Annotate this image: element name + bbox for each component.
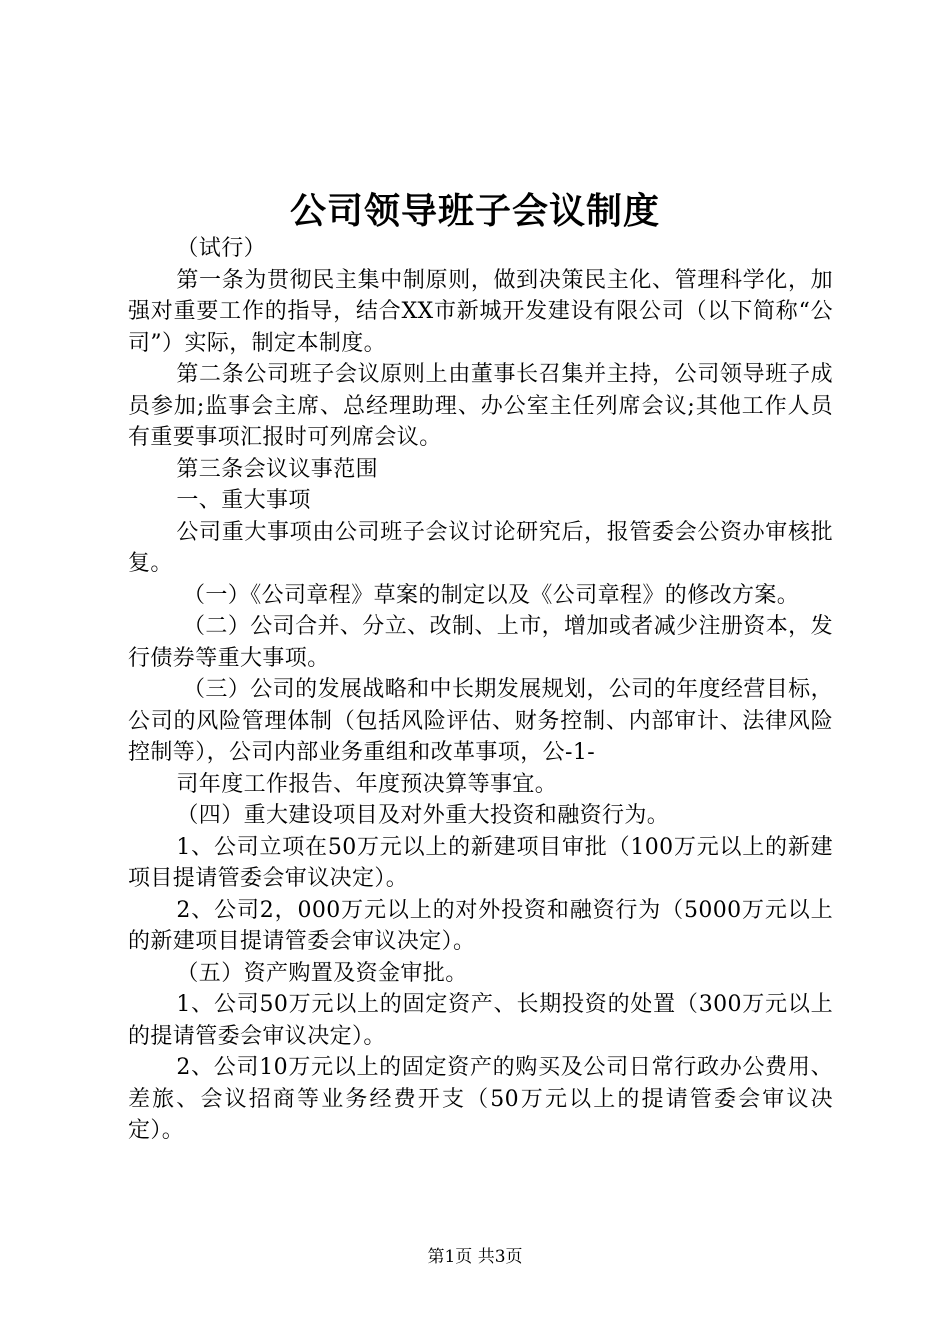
major-matters-intro: 公司重大事项由公司班子会议讨论研究后，报管委会公资办审核批复。	[128, 519, 833, 576]
subtitle-trial: （试行）	[176, 236, 266, 261]
item-5-sub-2: 2、公司10万元以上的固定资产的购买及公司日常行政办公费用、差旅、会议招商等业务经费开支（50万元以上的提请管委会审议决定）。	[128, 1055, 833, 1143]
item-4-sub-1: 1、公司立项在50万元以上的新建项目审批（100万元以上的新建项目提请管委会审议决定）。	[128, 834, 833, 891]
item-2: （二）公司合并、分立、改制、上市，增加或者减少注册资本，发行债券等重大事项。	[128, 614, 833, 671]
page-footer: 第1页 共3页	[427, 1247, 523, 1267]
item-3-continued: 司年度工作报告、年度预决算等事宜。	[176, 771, 558, 797]
item-1: （一）《公司章程》草案的制定以及《公司章程》的修改方案。	[183, 582, 800, 608]
item-5-sub-1: 1、公司50万元以上的固定资产、长期投资的处置（300万元以上的提请管委会审议决定）。	[128, 992, 833, 1049]
article-3-heading: 第三条会议议事范围	[176, 456, 378, 482]
section-major-matters: 一、重大事项	[176, 488, 311, 513]
item-3: （三）公司的发展战略和中长期发展规划，公司的年度经营目标，公司的风险管理体制（包括风险评估、财务控制、内部审计、法律风险控制等），公司内部业务重组和改革事项，公-1-	[128, 677, 833, 765]
item-4: （四）重大建设项目及对外重大投资和融资行为。	[176, 803, 670, 828]
article-1: 第一条为贯彻民主集中制原则，做到决策民主化、管理科学化，加强对重要工作的指导，结合XX市新城开发建设有限公司（以下简称“公司”）实际，制定本制度。	[128, 267, 833, 356]
document-title: 公司领导班子会议制度	[289, 190, 660, 232]
document-body	[128, 233, 833, 1147]
item-5: （五）资产购置及资金审批。	[176, 960, 468, 986]
article-2: 第二条公司班子会议原则上由董事长召集并主持，公司领导班子成员参加;监事会主席、总经理助理、办公室主任列席会议;其他工作人员有重要事项汇报时可列席会议。	[128, 362, 833, 450]
item-4-sub-2: 2、公司2，000万元以上的对外投资和融资行为（5000万元以上的新建项目提请管委会审议决定）。	[128, 897, 833, 954]
